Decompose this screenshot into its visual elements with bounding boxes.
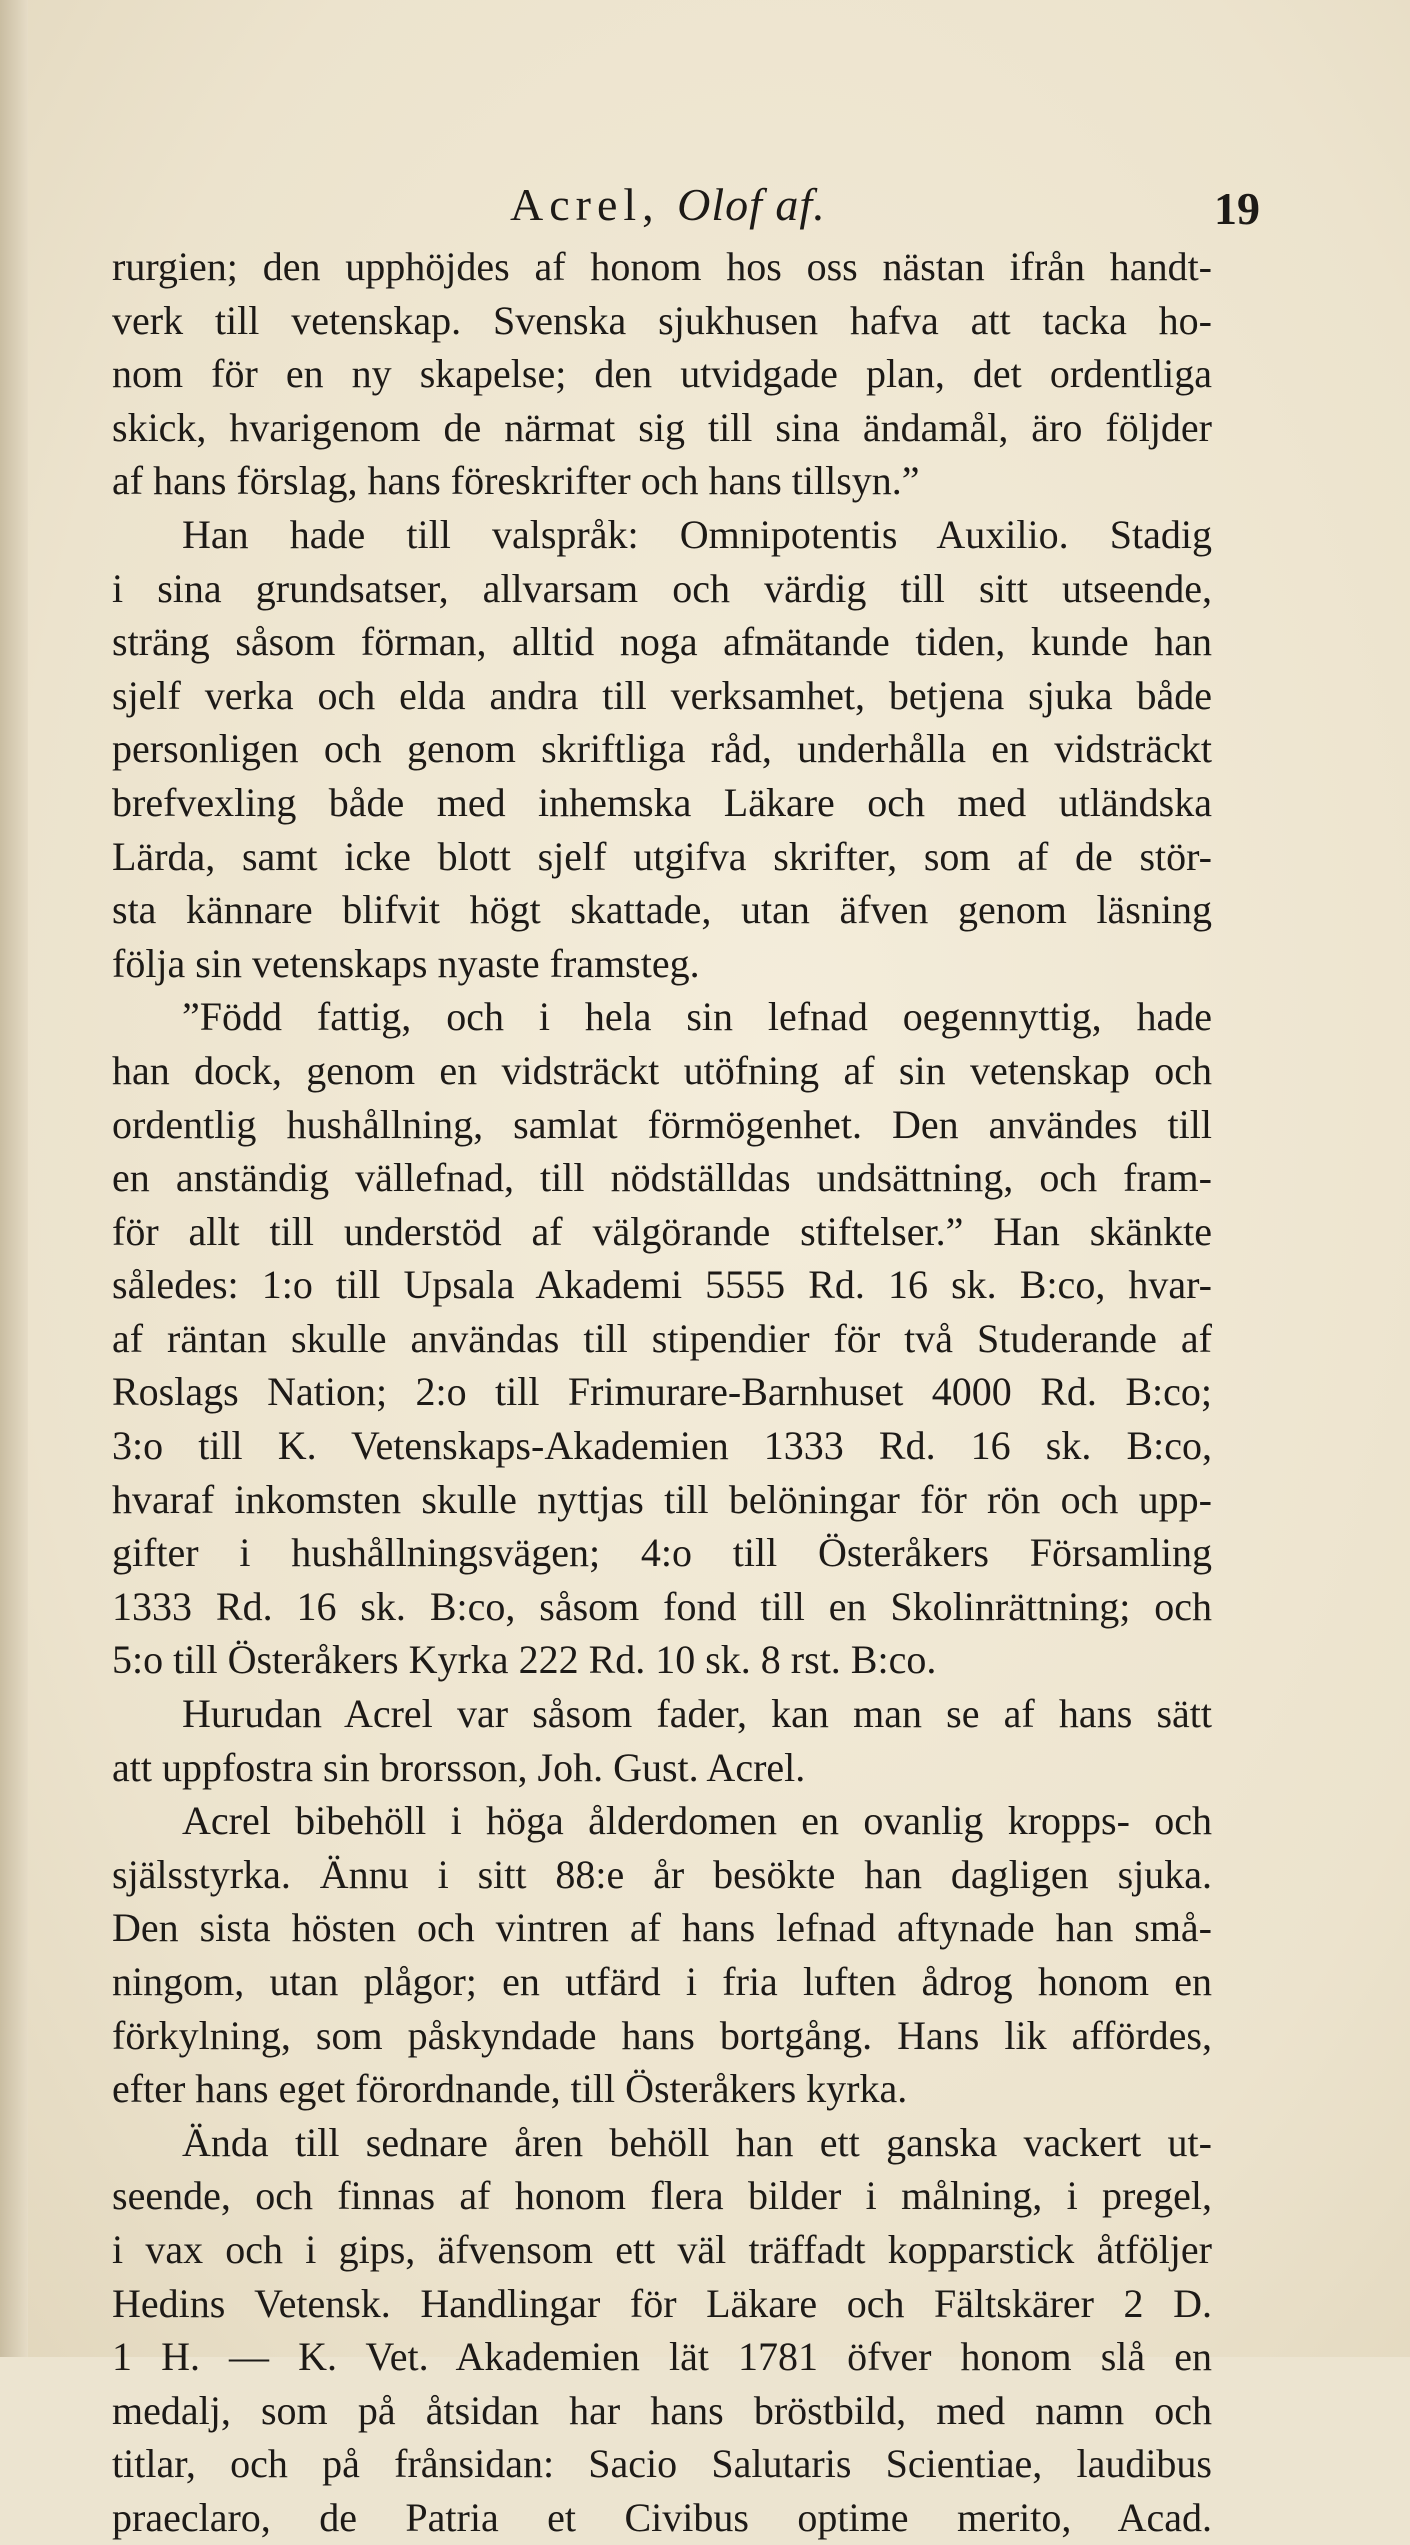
text-line: af hans förslag, hans föreskrifter och hans tillsyn.” (112, 458, 920, 504)
page-number: 19 (1214, 183, 1260, 234)
text-line: ”Född fattig, och i hela sin lefnad oegennyttig, hade (182, 994, 1212, 1040)
text-line: i sina grundsatser, allvarsam och värdig till sitt utseende, (112, 565, 1212, 611)
text-line: gifter i hushållningsvägen; 4:o till Österåkers Församling (112, 1530, 1212, 1576)
text-line: sträng såsom förman, alltid noga afmätande tiden, kunde han (112, 619, 1212, 665)
text-line: 1 H. — K. Vet. Akademien lät 1781 öfver honom slå en (112, 2334, 1212, 2380)
text-line: Roslags Nation; 2:o till Frimurare-Barnhuset 4000 Rd. B:co; (112, 1369, 1212, 1415)
text-line: Ända till sednare åren behöll han ett ganska vackert ut- (182, 2119, 1212, 2165)
text-line: Acrel bibehöll i höga ålderdomen en ovanlig kropps- och (182, 1798, 1212, 1844)
text-line: han dock, genom en vidsträckt utöfning af sin vetenskap och (112, 1047, 1212, 1093)
text-line: skick, hvarigenom de närmat sig till sina ändamål, äro följder (112, 404, 1212, 450)
text-line: Den sista hösten och vintren af hans lefnad aftynade han små- (112, 1905, 1212, 1951)
text-line: en anständig vällefnad, till nödställdas undsättning, och fram- (112, 1155, 1212, 1201)
text-line: brefvexling både med inhemska Läkare och med utländska (112, 779, 1212, 825)
running-head-surname: Acrel, (510, 179, 660, 230)
text-line: verk till vetenskap. Svenska sjukhusen hafva att tacka ho- (112, 297, 1212, 343)
text-line: ordentlig hushållning, samlat förmögenhet. Den användes till (112, 1101, 1212, 1147)
text-line: Hedins Vetensk. Handlingar för Läkare och Fältskärer 2 D. (112, 2280, 1212, 2326)
text-line: att uppfostra sin brorsson, Joh. Gust. Acrel. (112, 1744, 806, 1790)
running-head-given-name: Olof af. (677, 179, 826, 230)
text-line: hvaraf inkomsten skulle nyttjas till belöningar för rön och upp- (112, 1476, 1212, 1522)
text-line: 1333 Rd. 16 sk. B:co, såsom fond till en Skolinrättning; och (112, 1583, 1212, 1629)
text-line: sjelf verka och elda andra till verksamhet, betjena sjuka både (112, 672, 1212, 718)
text-line: seende, och finnas af honom flera bilder i målning, i pregel, (112, 2173, 1212, 2219)
text-line: Lärda, samt icke blott sjelf utgifva skrifter, som af de stör- (112, 833, 1212, 879)
text-line: medalj, som på åtsidan har hans bröstbild, med namn och (112, 2387, 1212, 2433)
text-line: 3:o till K. Vetenskaps-Akademien 1333 Rd. 16 sk. B:co, (112, 1423, 1212, 1469)
running-head (510, 178, 826, 231)
text-line: 5:o till Österåkers Kyrka 222 Rd. 10 sk. 8 rst. B:co. (112, 1637, 937, 1683)
text-line: i vax och i gips, äfvensom ett väl träffadt kopparstick åtföljer (112, 2226, 1212, 2272)
text-line: nom för en ny skapelse; den utvidgade plan, det ordentliga (112, 351, 1212, 397)
text-line: titlar, och på frånsidan: Sacio Salutaris Scientiae, laudibus (112, 2441, 1212, 2487)
text-line: således: 1:o till Upsala Akademi 5555 Rd. 16 sk. B:co, hvar- (112, 1262, 1212, 1308)
text-line: följa sin vetenskaps nyaste framsteg. (112, 940, 700, 986)
body-text (112, 240, 1212, 2545)
text-line: ningom, utan plågor; en utfärd i fria luften ådrog honom en (112, 1959, 1212, 2004)
text-line: personligen och genom skriftliga råd, underhålla en vidsträckt (112, 726, 1212, 772)
text-line: Han hade till valspråk: Omnipotentis Auxilio. Stadig (182, 511, 1212, 557)
text-line: rurgien; den upphöjdes af honom hos oss nästan ifrån handt- (112, 244, 1212, 289)
text-line: sta kännare blifvit högt skattade, utan äfven genom läsning (112, 887, 1212, 933)
page-header (0, 178, 1410, 248)
text-line: Hurudan Acrel var såsom fader, kan man se af hans sätt (182, 1691, 1212, 1737)
text-line: praeclaro, de Patria et Civibus optime merito, Acad. (112, 2494, 1212, 2540)
text-line: för allt till understöd af välgörande stiftelser.” Han skänkte (112, 1208, 1212, 1254)
text-line: af räntan skulle användas till stipendier för två Studerande af (112, 1315, 1212, 1361)
text-line: efter hans eget förordnande, till Österåkers kyrka. (112, 2066, 908, 2112)
text-line: förkylning, som påskyndade hans bortgång. Hans lik affördes, (112, 2012, 1212, 2058)
text-line: själsstyrka. Ännu i sitt 88:e år besökte han dagligen sjuka. (112, 1851, 1212, 1897)
page-binding-edge (0, 0, 28, 2357)
